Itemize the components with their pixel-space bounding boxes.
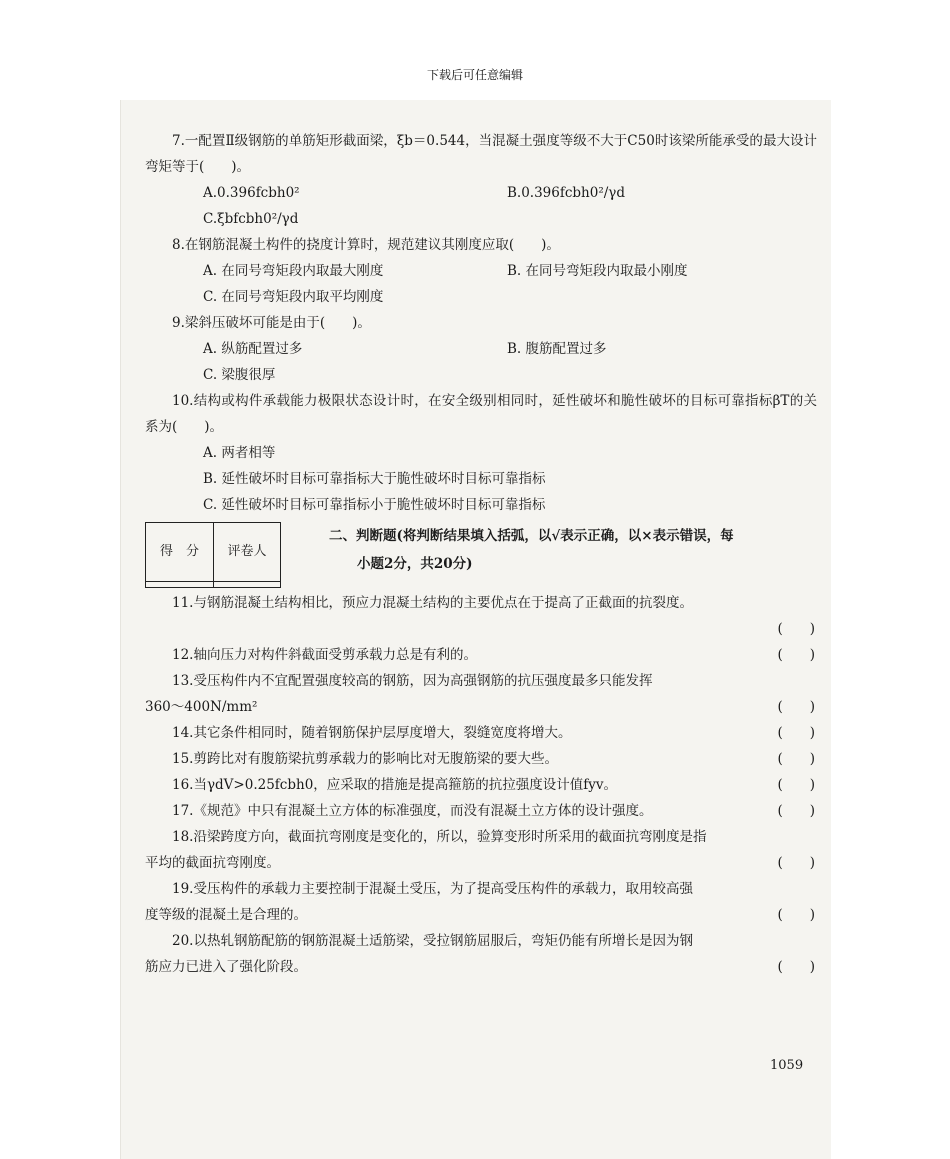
tf-question-text: 19.受压构件的承载力主要控制于混凝土受压，为了提高受压构件的承载力，取用较高强 xyxy=(172,881,693,897)
tf-question-text: 18.沿梁跨度方向，截面抗弯刚度是变化的，所以，验算变形时所采用的截面抗弯刚度是指 xyxy=(172,829,707,845)
tf-question-15 xyxy=(145,746,817,772)
answer-parentheses[interactable]: ( ) xyxy=(777,907,815,923)
answer-parentheses[interactable]: ( ) xyxy=(777,621,815,637)
tf-question-11 xyxy=(145,590,817,642)
tf-question-20 xyxy=(145,928,817,980)
answer-parentheses[interactable]: ( ) xyxy=(777,699,815,715)
tf-question-text-cont: 度等级的混凝土是合理的。 xyxy=(145,907,307,923)
tf-question-text: 12.轴向压力对构件斜截面受剪承载力总是有利的。 xyxy=(172,647,477,663)
tf-question-13 xyxy=(145,668,817,720)
q9-option-c: C. 梁腹很厚 xyxy=(203,367,276,383)
tf-question-text: 20.以热轧钢筋配筋的钢筋混凝土适筋梁，受拉钢筋屈服后，弯矩仍能有所增长是因为钢 xyxy=(172,933,693,949)
tf-question-text-cont: 360～400N/mm² xyxy=(145,699,258,715)
tf-question-text: 17.《规范》中只有混凝土立方体的标准强度，而没有混凝土立方体的设计强度。 xyxy=(172,803,653,819)
q9-options-ab xyxy=(145,336,817,362)
page-number: 1059 xyxy=(770,1058,804,1073)
q10-option-a: A. 两者相等 xyxy=(203,445,276,461)
exam-content xyxy=(145,128,817,980)
question-7: 7.一配置Ⅱ级钢筋的单筋矩形截面梁，ξb＝0.544，当混凝土强度等级不大于C50时该梁所能承受的最大设计弯矩等于( )。 xyxy=(145,133,817,175)
tf-question-18 xyxy=(145,824,817,876)
tf-question-14 xyxy=(145,720,817,746)
score-label: 得 分 xyxy=(146,523,214,582)
answer-parentheses[interactable]: ( ) xyxy=(777,647,815,663)
grader-cell xyxy=(213,581,280,587)
tf-question-text: 13.受压构件内不宜配置强度较高的钢筋，因为高强钢筋的抗压强度最多只能发挥 xyxy=(172,673,653,689)
question-10: 10.结构或构件承载能力极限状态设计时，在安全级别相同时，延性破坏和脆性破坏的目标可靠指标βT的关系为( )。 xyxy=(145,393,817,435)
q9-option-b: B. 腹筋配置过多 xyxy=(507,341,607,357)
tf-question-text: 11.与钢筋混凝土结构相比，预应力混凝土结构的主要优点在于提高了正截面的抗裂度。 xyxy=(172,595,693,611)
answer-parentheses[interactable]: ( ) xyxy=(777,725,815,741)
score-table xyxy=(145,522,281,588)
section-2-title xyxy=(281,522,817,588)
tf-question-19 xyxy=(145,876,817,928)
tf-question-16 xyxy=(145,772,817,798)
answer-parentheses[interactable]: ( ) xyxy=(777,777,815,793)
answer-parentheses[interactable]: ( ) xyxy=(777,855,815,871)
tf-question-text-cont: 筋应力已进入了强化阶段。 xyxy=(145,959,307,975)
tf-question-text: 15.剪跨比对有腹筋梁抗剪承载力的影响比对无腹筋梁的要大些。 xyxy=(172,751,558,767)
q7-option-c: C.ξbfcbh0²/γd xyxy=(203,211,299,227)
q7-options-ab xyxy=(145,180,817,206)
tf-question-text-cont: 平均的截面抗弯刚度。 xyxy=(145,855,280,871)
answer-parentheses[interactable]: ( ) xyxy=(777,803,815,819)
tf-question-text: 14.其它条件相同时，随着钢筋保护层厚度增大，裂缝宽度将增大。 xyxy=(172,725,572,741)
section-2-title-line2: 小题2分，共20分) xyxy=(357,556,473,572)
grader-label: 评卷人 xyxy=(213,523,280,582)
q8-option-c: C. 在同号弯矩段内取平均刚度 xyxy=(203,289,384,305)
q8-option-b: B. 在同号弯矩段内取最小刚度 xyxy=(507,263,688,279)
q7-option-b: B.0.396fcbh0²/γd xyxy=(507,185,626,201)
section-2-title-line1: 二、判断题(将判断结果填入括弧，以√表示正确，以×表示错误，每 xyxy=(329,528,734,544)
answer-parentheses[interactable]: ( ) xyxy=(777,959,815,975)
question-8: 8.在钢筋混凝土构件的挠度计算时，规范建议其刚度应取( )。 xyxy=(172,237,560,253)
q10-option-b: B. 延性破坏时目标可靠指标大于脆性破坏时目标可靠指标 xyxy=(203,471,546,487)
q7-option-a: A.0.396fcbh0² xyxy=(203,185,300,201)
tf-question-12 xyxy=(145,642,817,668)
tf-question-17 xyxy=(145,798,817,824)
q10-option-c: C. 延性破坏时目标可靠指标小于脆性破坏时目标可靠指标 xyxy=(203,497,546,513)
q8-options-ab xyxy=(145,258,817,284)
answer-parentheses[interactable]: ( ) xyxy=(777,751,815,767)
section-2-header xyxy=(145,522,817,588)
true-false-list xyxy=(145,590,817,980)
q9-option-a: A. 纵筋配置过多 xyxy=(203,341,303,357)
page-header: 下载后可任意编辑 xyxy=(426,68,523,82)
q8-option-a: A. 在同号弯矩段内取最大刚度 xyxy=(203,263,384,279)
tf-question-text: 16.当γdV>0.25fcbh0，应采取的措施是提高箍筋的抗拉强度设计值fyv。 xyxy=(172,777,618,793)
score-cell xyxy=(146,581,214,587)
question-9: 9.梁斜压破坏可能是由于( )。 xyxy=(172,315,371,331)
